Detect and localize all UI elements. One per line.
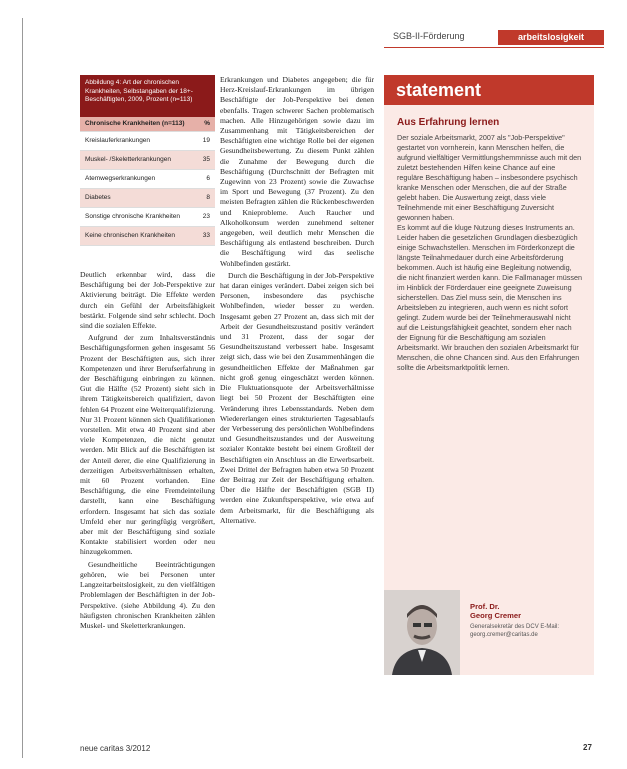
author-fullname: Georg Cremer	[470, 611, 522, 620]
statement-title: Aus Erfahrung lernen	[397, 117, 500, 128]
margin-rule	[22, 18, 23, 758]
statement-paragraph: Es kommt auf die kluge Nutzung dieses Instruments an. Leider haben die gesetzlichen Grundlagen diesbezüglich einige Schwachstellen. Menschen im Förderkonzept die längste Teilnahmedauer durch eine Arbeitsförderung bekommen. Auch ist häufig eine Begleitung notwendig, die nicht finanziert werden kann. Die Fallmanager müssen im Hinblick der Förderdauer eine geeignete Zuweisung sicherstellen. Das Ziel muss sein, die Menschen ins Arbeitsleben zu integrieren, auch wenn es nicht sofort gelingt. Zudem wurde bei der Teilnehmerauswahl nicht auf die Leistungsfähigkeit geachtet, sondern eher nach der Eignung für die Beschäftigung am sozialen Arbeitsmarkt. Wir brauchen den sozialen Arbeitsmarkt für Menschen, die ohne Chancen sind. Aus den Erfahrungen sollte die Arbeitsmarktpolitik lernen.	[397, 223, 582, 372]
table-row	[80, 208, 215, 227]
chronic-disease-table	[80, 75, 215, 265]
table-row	[80, 132, 215, 151]
table-row-label: Atemwegserkrankungen	[85, 175, 156, 182]
table-row-label: Diabetes	[85, 194, 111, 201]
header-tag: arbeitslosigkeit	[498, 30, 604, 45]
article-paragraph: Erkrankungen und Diabetes angegeben; die für Herz-Kreislauf-Erkrankungen im übrigen Beschäftigte der Job-Perspektive bei denen ebenfalls. Tragen schwerer Sachen problematisch machen. Alle Hinzugehörigen sowie dazu im Zusammenhang mit Tätigkeitsbereichen der Beschäftigten eine wichtige Rolle bei der eigenen Gesundheitsbewertung. Zu diesem Punkt zählen die Zunahme der Bewegung durch die Beschäftigung (Durchschnitt der Befragten mit Zugewinn von 23 Prozent) sowie die Zuwachse im Sport und Bewegung (37 Prozent). Zu den meisten Befragten zählen die Rückenbeschwerden und Knieprobleme. Auch Raucher und Alkoholkonsum werden zunehmend seltener angegeben, weil deutlich mehr Menschen die Beschäftigung als entlastend beschreiben. Durch die Beschäftigung wird das seelische Wohlbefinden gestärkt.	[220, 75, 374, 268]
table-header-value: %	[204, 120, 210, 127]
table-row	[80, 189, 215, 208]
table-row-label: Muskel- /Skeletterkrankungen	[85, 156, 171, 163]
table-row-label: Sonstige chronische Krankheiten	[85, 213, 181, 220]
table-row-value: 6	[206, 175, 210, 182]
header-divider	[384, 47, 604, 48]
table-row	[80, 227, 215, 246]
statement-body	[397, 133, 582, 593]
author-photo	[384, 590, 460, 675]
table-row-value: 35	[202, 156, 210, 163]
table-row	[80, 170, 215, 189]
table-caption: Abbildung 4: Art der chronischen Krankheiten, Selbstangaben der 18+-Beschäftigten, 2009, Prozent (n=113)	[80, 75, 215, 117]
page-number: 27	[583, 743, 592, 752]
table-row-value: 33	[202, 232, 210, 239]
article-paragraph: Durch die Beschäftigung in der Job-Perspektive hat daran einiges verändert. Dabei zeigen sich bei Personen, insbesondere das psychische Wohlbefinden, wieder besser zu werden. Insgesamt geben 27 Prozent an, dass sich mit der Arbeit der Gesundheitszustand positiv verändert und 31 Prozent, dass der sogar der Gesundheitszustand verbessert habe. Insgesamt zeigt sich, dass wie bei den Zusammenhängen die gesundheitlichen Effekte der Maßnahmen gar nicht groß genug eingeschätzt werden können. Die Fluktuationsquote der Arbeitsverhältnisse liegt bei 50 Prozent der Beschäftigten eine Veränderung ihres Lebensstandards. Neben dem Wiedererlangen eines strukturierten Tagesablaufs der Verbesserung des persönlichen Wohlbefindens und Gesundheitszustandes und der Ausweitung sozialer Kontakte besteht bei einem Großteil der Beschäftigten ein Anschluss an die Erwerbsarbeit. Zwei Drittel der Befragten haben etwa 50 Prozent der Beitrag zur Zeit der Beschäftigung erhalten. Über die Hälfte der Beschäftigten (SGB II) werden eine Zukunftsperspektive, wie etwa auf dem Arbeitsmarkt, für die Beschäftigung als Alternative.	[220, 270, 374, 525]
table-row-value: 23	[202, 213, 210, 220]
table-row-label: Kreislauferkrankungen	[85, 137, 151, 144]
table-row-label: Keine chronischen Krankheiten	[85, 232, 175, 239]
article-column-2	[220, 75, 374, 750]
article-column-1	[80, 270, 215, 750]
article-paragraph: Aufgrund der zum Inhaltsverständnis Beschäftigungsformen gehen insgesamt 56 Prozent der Beschäftigten aus, sich ihrer Kompetenzen und ihrer Berufserfahrung in der Beschäftigung einbringen zu können. Gut die Hälfte (52 Prozent) sieht sich in ihrem Tätigkeitsbereich qualifiziert, davon fehlen 64 Prozent eine Weiterqualifizierung. Nur 31 Prozent können sich Qualifikationen vorstellen. Mit etwa 40 Prozent sind aber viele Kompetenzen, die nicht genutzt werden. Mit Blick auf die Beschäftigten ist der Anteil derer, die eine Qualifizierung in derzeitigen Arbeitsverhältnissen erhalten, mit 60 Prozent vorhanden. Eine Beschäftigung, die eine Fremdeinteilung darstellt, kann eine Beschäftigung erfordern. Insgesamt hat sich das soziale Umfeld eher nur geringfügig vergrößert, aber mit der Beschäftigung sind soziale Kontakte stabilisiert worden oder neu hinzugekommen.	[80, 333, 215, 557]
article-paragraph: Deutlich erkennbar wird, dass die Beschäftigung bei der Job-Perspektive zur Aktivierung beiträgt. Die Effekte werden durch ein Gefühl der Arbeitsfähigkeit bestärkt. Folgende sind sehr schlecht. Doch sind die sozialen Effekte.	[80, 270, 215, 331]
header-section: SGB-II-Förderung	[393, 31, 465, 41]
author-name	[470, 602, 521, 620]
statement-heading: statement	[384, 75, 594, 105]
article-paragraph: Gesundheitliche Beeinträchtigungen gehören, wie bei Personen unter Langzeitarbeitslosigkeit, zu den vielfältigen Problemlagen der Beschäftigten in der Job-Perspektive. (siehe Abbildung 4). Zu den häufigsten chronischen Krankheiten zählen Muskel- und Skeletterkrankungen.	[80, 559, 215, 630]
table-row	[80, 151, 215, 170]
footer-publication: neue caritas 3/2012	[80, 744, 151, 753]
statement-paragraph: Der soziale Arbeitsmarkt, 2007 als "Job-Perspektive" gestartet von vornherein, kann Menschen helfen, die aufgrund vielfältiger Vermittlungshemmnisse auch mit den zuletzt bestehenden Hilfen keine Chance auf eine reguläre Beschäftigung haben – insbesondere psychisch kranke Menschen oder Menschen, die auf der Straße gelebt haben. Die Auswertung zeigt, dass viele Teilnehmende mit einer Beschäftigung Zuversicht gewonnen haben.	[397, 133, 582, 222]
table-header-label: Chronische Krankheiten (n=113)	[85, 120, 185, 127]
table-row-value: 19	[202, 137, 210, 144]
author-title: Prof. Dr.	[470, 602, 500, 611]
table-row-value: 8	[206, 194, 210, 201]
table-header-row	[80, 117, 215, 132]
author-role: Generalsekretär des DCV E-Mail: georg.cremer@caritas.de	[470, 624, 560, 638]
